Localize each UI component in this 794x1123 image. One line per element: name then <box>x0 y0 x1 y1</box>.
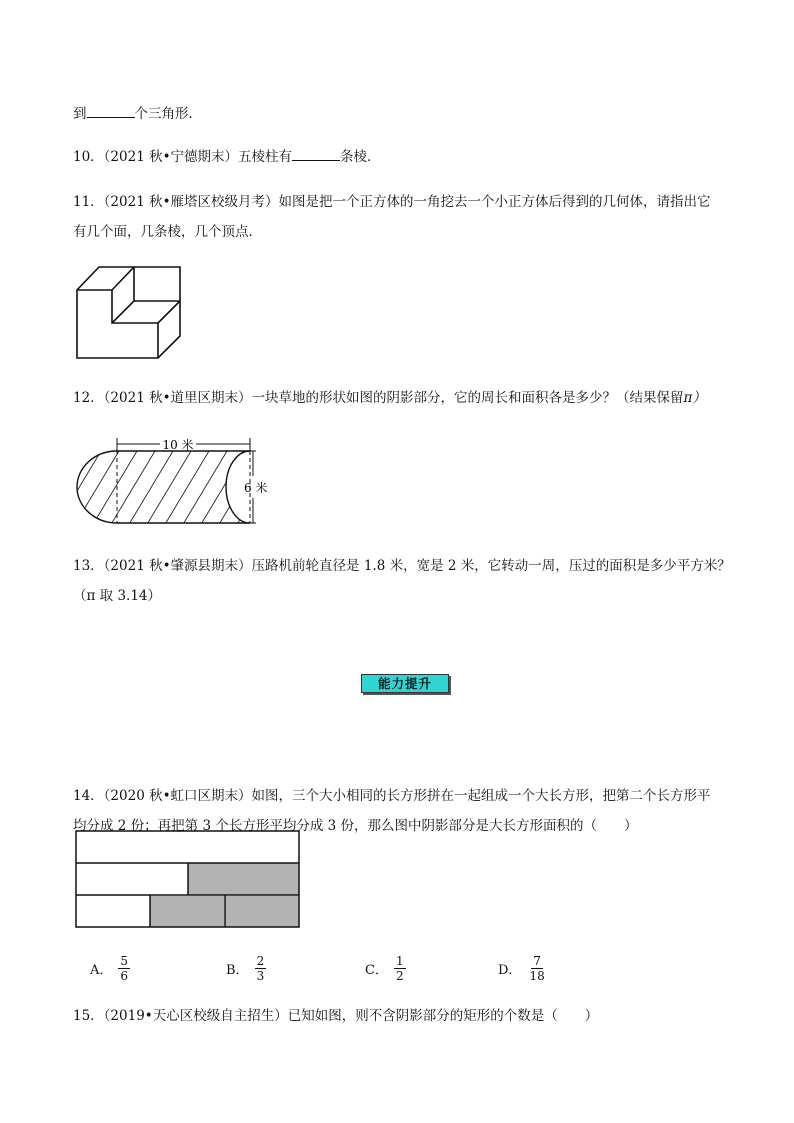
q9-suffix: 个三角形． <box>134 106 202 122</box>
option-d-fraction: $\frac{7}{18}$ <box>529 953 545 983</box>
q10-line <box>73 146 381 167</box>
option-a[interactable] <box>90 950 130 986</box>
option-d[interactable] <box>498 950 547 986</box>
option-b[interactable] <box>226 950 266 986</box>
q11-line2: 有几个面，几条棱，几个顶点． <box>73 224 262 240</box>
cube-notch-figure <box>74 264 184 360</box>
option-b-fraction: $\frac{2}{3}$ <box>256 953 265 983</box>
q10-suffix: 条棱． <box>340 149 381 165</box>
option-d-letter: D． <box>498 962 522 978</box>
shaded-grass-figure <box>72 436 282 536</box>
q15-line: 15．（2019•天心区校级自主招生）已知如图，则不含阴影部分的矩形的个数是（ ） <box>73 1008 599 1024</box>
option-b-letter: B． <box>226 962 249 978</box>
q14-line1: 14．（2020 秋•虹口区期末）如图，三个大小相同的长方形拼在一起组成一个大长方形，把第二个长方形平 <box>73 788 711 804</box>
length-label: 10 米 <box>162 438 194 452</box>
q14-line2: 均分成 2 份；再把第 3 个长方形平均分成 3 份，那么图中阴影部分是大长方形面积的（ ） <box>73 818 638 834</box>
option-a-fraction: $\frac{5}{6}$ <box>120 953 129 983</box>
q13-line2: （π 取 3.14） <box>73 588 162 604</box>
q12-text: 12．（2021 秋•道里区期末）一块草地的形状如图的阴影部分，它的周长和面积各是多少？（结果保留 <box>73 390 684 406</box>
answer-blank[interactable] <box>87 103 135 118</box>
rectangle-division-figure <box>75 830 303 930</box>
q9-line <box>73 103 202 124</box>
q12-pi: π） <box>683 390 706 406</box>
q11-line1: 11．（2021 秋•雁塔区校级月考）如图是把一个正方体的一角挖去一个小正方体后得到的几何体，请指出它 <box>73 194 711 210</box>
option-c-fraction: $\frac{1}{2}$ <box>395 953 404 983</box>
option-c-letter: C． <box>365 962 388 978</box>
option-c[interactable] <box>365 950 406 986</box>
answer-blank[interactable] <box>292 146 340 161</box>
q10-text: 10．（2021 秋•宁德期末）五棱柱有 <box>73 149 293 165</box>
width-label: 6 米 <box>244 481 268 495</box>
option-a-letter: A． <box>90 962 113 978</box>
q9-prefix: 到 <box>73 106 87 122</box>
q12-line <box>73 388 706 408</box>
q13-line1: 13．（2021 秋•肇源县期末）压路机前轮直径是 1.8 米，宽是 2 米，它转动一周，压过的面积是多少平方米？ <box>73 558 731 574</box>
section-badge: 能力提升 <box>361 674 449 693</box>
